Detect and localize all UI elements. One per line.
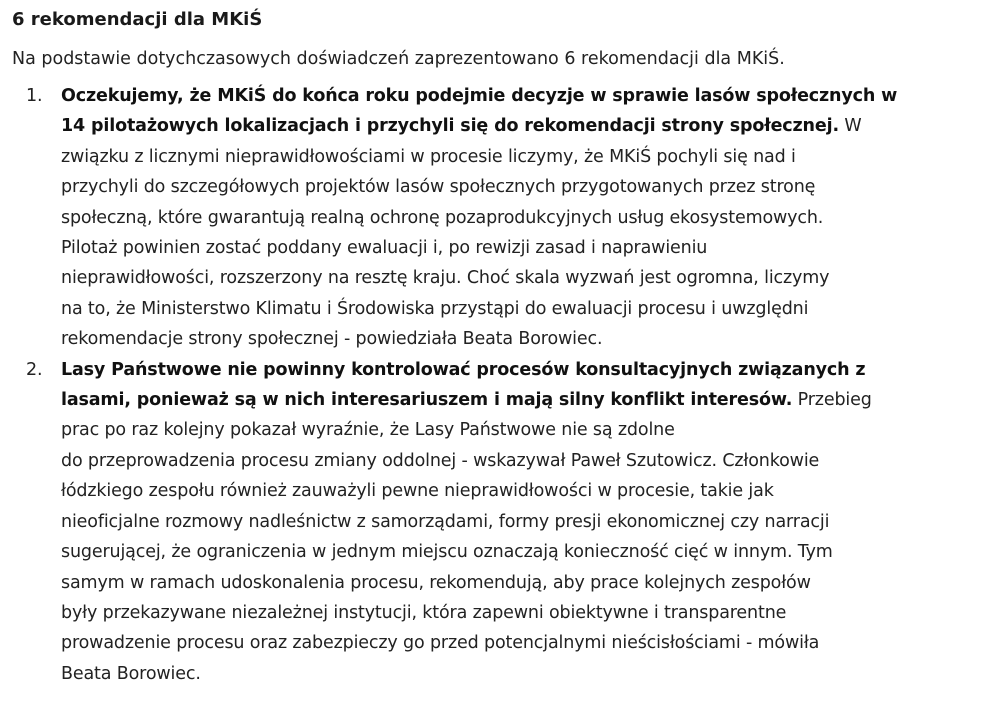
body-text: nieprawidłowości, rozszerzony na resztę kraju. Choć skala wyzwań jest ogromna, liczymy: [61, 268, 830, 289]
body-text: społeczną, które gwarantują realną ochronę pozaprodukcyjnych usług ekosystemowych.: [61, 207, 824, 228]
body-text: były przekazywane niezależnej instytucji, która zapewni obiektywne i transparentne: [61, 602, 787, 623]
body-text: związku z licznymi nieprawidłowościami w procesie liczymy, że MKiŚ pochyli się nad i: [61, 146, 796, 167]
text-line: [61, 142, 988, 172]
body-text: Przebieg: [792, 390, 872, 411]
bold-text: 14 pilotażowych lokalizacjach i przychyli się do rekomendacji strony społecznej.: [61, 116, 839, 137]
body-text: do przeprowadzenia procesu zmiany oddolnej - wskazywał Paweł Szutowicz. Członkowie: [61, 450, 820, 471]
list-number: 1.: [26, 86, 43, 106]
body-text: W: [838, 116, 862, 137]
section-heading: 6 rekomendacji dla MKiŚ: [12, 9, 263, 30]
text-line: [61, 111, 988, 141]
recommendation-item: [12, 81, 988, 355]
body-text: nieoficjalne rozmowy nadleśnictw z samorządami, formy presji ekonomicznej czy narracji: [61, 511, 830, 532]
text-line: [61, 628, 988, 658]
text-line: [61, 537, 988, 567]
text-line: [61, 233, 988, 263]
text-line: [61, 507, 988, 537]
bold-text: Oczekujemy, że MKiŚ do końca roku podejmie decyzje w sprawie lasów społecznych w: [61, 86, 898, 106]
body-text: na to, że Ministerstwo Klimatu i Środowiska przystąpi do ewaluacji procesu i uwzględni: [61, 298, 809, 319]
body-text: łódzkiego zespołu również zauważyli pewne nieprawidłowości w procesie, takie jak: [61, 481, 774, 502]
text-line: [61, 659, 988, 689]
text-line: [61, 446, 988, 476]
text-line: [61, 568, 988, 598]
text-line: [61, 294, 988, 324]
text-line: [61, 324, 988, 354]
text-line: [61, 203, 988, 233]
body-text: Beata Borowiec.: [61, 663, 201, 684]
list-number: 2.: [26, 359, 43, 380]
body-text: rekomendacje strony społecznej - powiedziała Beata Borowiec.: [61, 329, 603, 350]
text-line: [61, 263, 988, 293]
body-text: prowadzenie procesu oraz zabezpieczy go przed potencjalnymi nieścisłościami - mówiła: [61, 633, 820, 654]
recommendations-list: [12, 81, 988, 689]
body-text: sugerującej, że ograniczenia w jednym miejscu oznaczają konieczność cięć w innym. Tym: [61, 542, 833, 563]
text-line: [61, 385, 988, 415]
bold-text: Lasy Państwowe nie powinny kontrolować procesów konsultacyjnych związanych z: [61, 359, 866, 380]
body-text: samym w ramach udoskonalenia procesu, rekomendują, aby prace kolejnych zespołów: [61, 572, 811, 593]
text-line: [61, 598, 988, 628]
text-line: [61, 415, 988, 445]
article-section: [12, 7, 988, 689]
bold-text: lasami, ponieważ są w nich interesariuszem i mają silny konflikt interesów.: [61, 390, 793, 411]
intro-paragraph: Na podstawie dotychczasowych doświadczeń zaprezentowano 6 rekomendacji dla MKiŚ.: [12, 49, 785, 69]
text-line: [61, 81, 988, 111]
body-text: przychyli do szczegółowych projektów lasów społecznych przygotowanych przez stronę: [61, 177, 816, 198]
body-text: prac po raz kolejny pokazał wyraźnie, że Lasy Państwowe nie są zdolne: [61, 420, 675, 441]
text-line: [61, 476, 988, 506]
recommendation-item: [12, 355, 988, 689]
text-line: [61, 355, 988, 385]
body-text: Pilotaż powinien zostać poddany ewaluacji i, po rewizji zasad i naprawieniu: [61, 238, 708, 259]
text-line: [61, 172, 988, 202]
